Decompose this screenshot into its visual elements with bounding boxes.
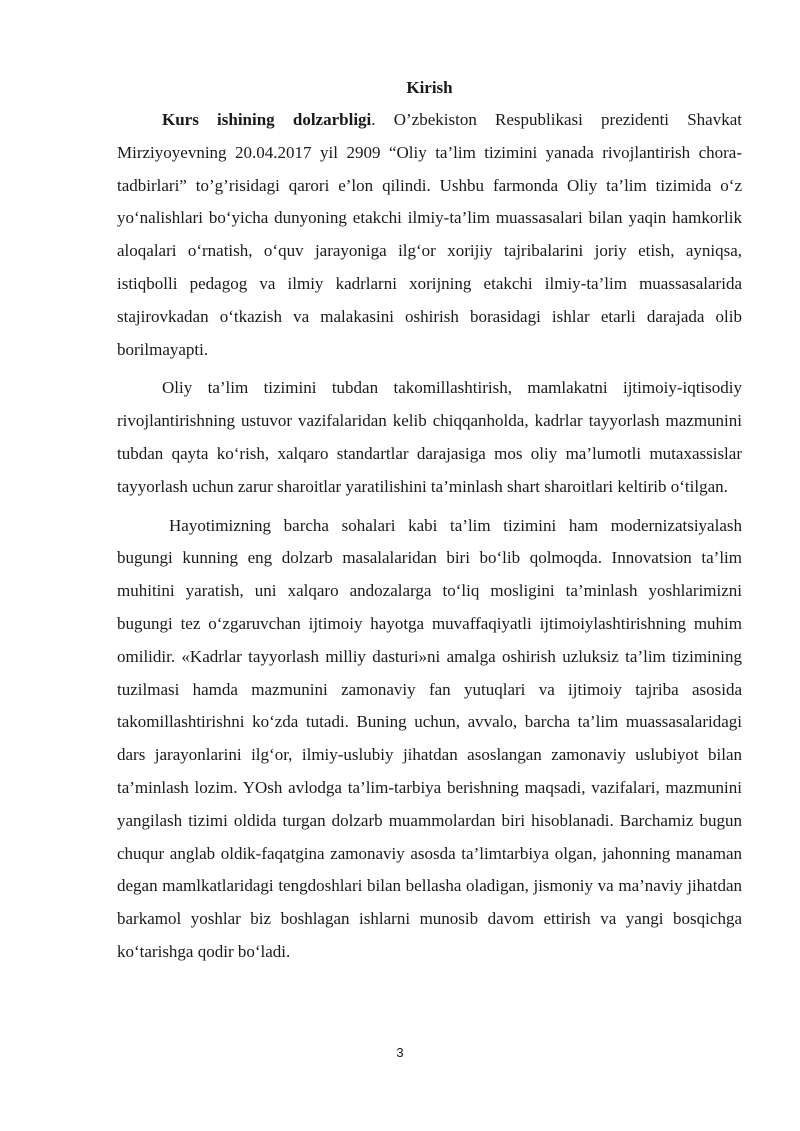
paragraph-text: . O’zbekiston Respublikasi prezidenti Shavkat Mirziyoyevning 20.04.2017 yil 2909 “Oliy ta’lim tizimini yanada rivojlantirish chora-tadbirlari” to’g’risidagi qarori e’lon qilindi. Ushbu farmonda Oliy ta’lim tizimida o‘z yo‘nalishlari bo‘yicha dunyoning etakchi ilmiy-ta’lim muassasalari bilan yaqin hamkorlik aloqalari o‘rnatish, o‘quv jarayoniga ilg‘or xorijiy tajribalarini joriy etish, ayniqsa, istiqbolli pedagog va ilmiy kadrlarni xorijning etakchi ilmiy-ta’lim muassasalarida stajirovkadan o‘tkazish va malakasini oshirish borasidagi ishlar etarli darajada olib borilmayapti. — [117, 110, 742, 359]
page-body — [117, 74, 742, 969]
page-number: 3 — [396, 1045, 404, 1060]
paragraph-lead: Kurs ishining dolzarbligi — [162, 110, 372, 129]
paragraph-modernization: Hayotimizning barcha sohalari kabi ta’lim tizimini ham modernizatsiyalash bugungi kunning eng dolzarb masalalaridan biri bo‘lib qolmoqda. Innovatsion ta’lim muhitini yaratish, uni xalqaro andozalarga to‘liq mosligini ta’minlash yoshlarimizni bugungi tez o‘zgaruvchan ijtimoiy hayotga muvaffaqiyatli ijtimoiylashtirishning muhim omilidir. «Kadrlar tayyorlash milliy dasturi»ni amalga oshirish uzluksiz ta’lim tizimining tuzilmasi hamda mazmunini zamonaviy fan yutuqlari va ijtimoiy tajriba asosida takomillashtirishni ko‘zda tutadi. Buning uchun, avvalo, barcha ta’lim muassasalaridagi dars jarayonlarini ilg‘or, ilmiy-uslubiy jihatdan asoslangan zamonaviy uslubiyot bilan ta’minlash lozim. YOsh avlodga ta’lim-tarbiya berishning maqsadi, vazifalari, mazmunini yangilash tizimi oldida turgan dolzarb muammolardan biri hisoblanadi. Barchamiz bugun chuqur anglab oldik-faqatgina zamonaviy asosda ta’limtarbiya olgan, jahonning manaman degan mamlkatlaridagi tengdoshlari bilan bellasha oladigan, jismoniy va ma’naviy jihatdan barkamol yoshlar biz boshlagan ishlarni munosib davom ettirish va yangi bosqichga ko‘tarishga qodir bo‘ladi. — [117, 515, 742, 961]
section-title: Kirish — [406, 78, 453, 97]
paragraph-higher-education: Oliy ta’lim tizimini tubdan takomillashtirish, mamlakatni ijtimoiy-iqtisodiy rivojlantirishning ustuvor vazifalaridan kelib chiqqanholda, kadrlar tayyorlash mazmunini tubdan qayta ko‘rish, xalqaro standartlar darajasiga mos oliy ma’lumotli mutaxassislar tayyorlash uchun zarur sharoitlar yaratilishini ta’minlash shart sharoitlari keltirib o‘tilgan. — [117, 378, 742, 496]
paragraph-relevance — [117, 104, 742, 366]
